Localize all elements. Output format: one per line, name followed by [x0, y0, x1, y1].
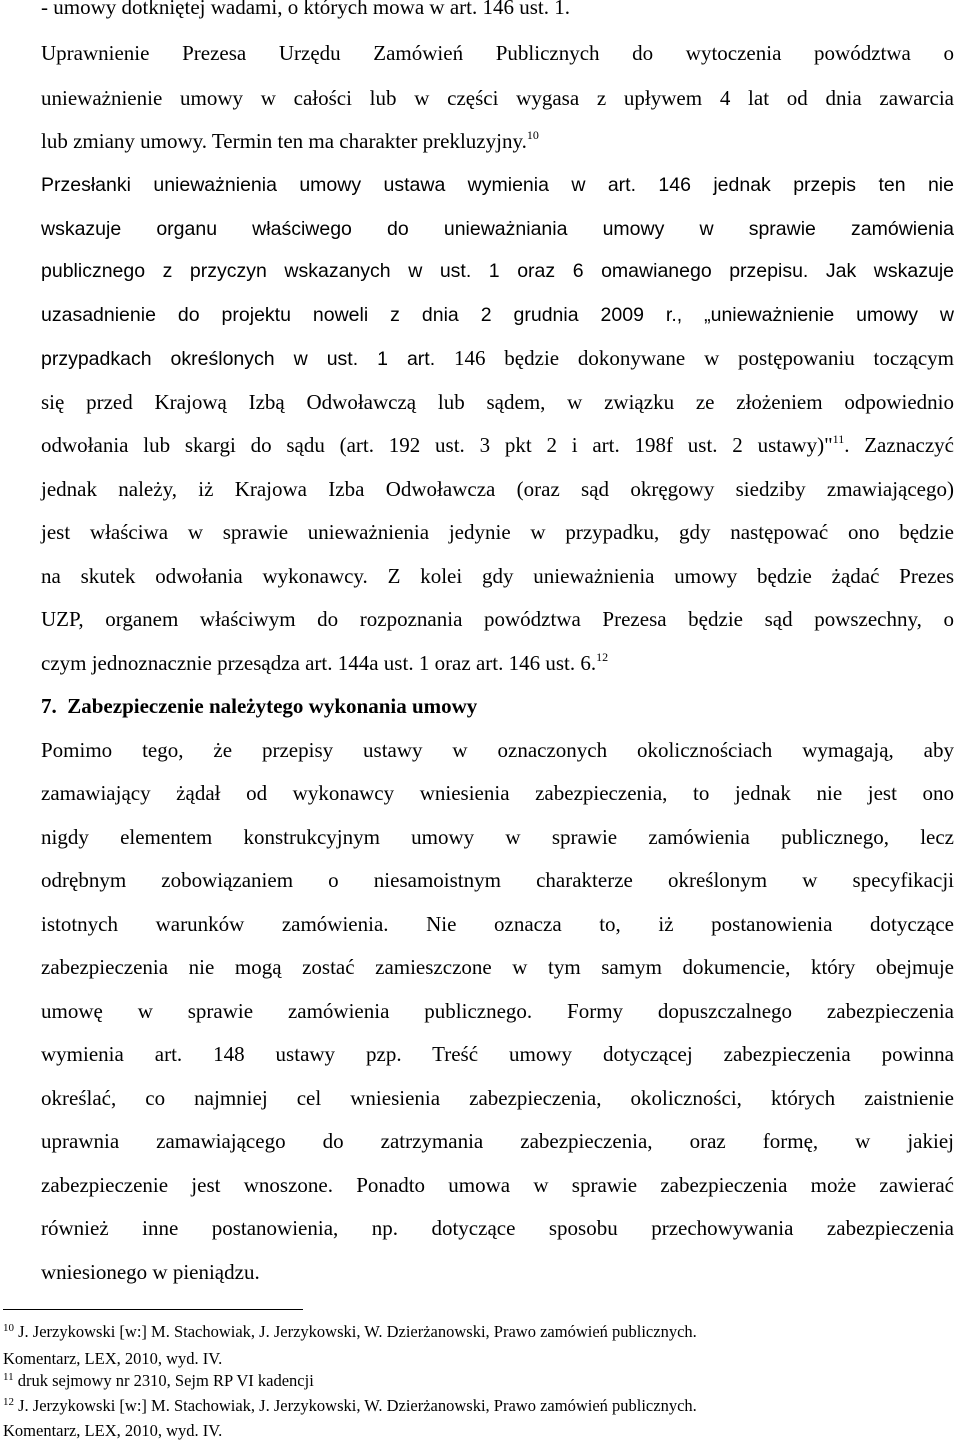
- footnote-12-cont: [3, 1421, 953, 1440]
- text-span: Pomimo tego, że przepisy ustawy w oznaczonych okolicznościach wymagają, aby: [41, 738, 954, 762]
- text-line: [41, 389, 954, 415]
- footnote-text: Komentarz, LEX, 2010, wyd. IV.: [3, 1421, 223, 1440]
- text-span: również inne postanowienia, np. dotyczące sposobu przechowywania zabezpieczenia: [41, 1216, 954, 1240]
- text-line: [41, 780, 954, 806]
- footnote-text: J. Jerzykowski [w:] M. Stachowiak, J. Jerzykowski, W. Dzierżanowski, Prawo zamówień publicznych.: [14, 1322, 697, 1341]
- section-heading: 7. Zabezpieczenie należytego wykonania umowy: [41, 694, 478, 718]
- footnote-reference[interactable]: 10: [526, 128, 539, 142]
- text-line: [41, 867, 954, 893]
- text-line: [41, 172, 954, 198]
- text-line: [41, 563, 954, 589]
- footnote-10-cont: [3, 1349, 953, 1368]
- text-span: nigdy elementem konstrukcyjnym umowy w sprawie zamówienia publicznego, lecz: [41, 825, 954, 849]
- footnote-number: 12: [3, 1396, 14, 1408]
- text-line: [41, 432, 954, 458]
- text-span: istotnych warunków zamówienia. Nie oznacza to, iż postanowienia dotyczące: [41, 912, 954, 936]
- footnote-text: druk sejmowy nr 2310, Sejm RP VI kadencji: [13, 1371, 314, 1390]
- footnote-number: 10: [3, 1322, 14, 1334]
- text-span: uzasadnienie do projektu noweli z dnia 2 grudnia 2009 r., „unieważnienie umowy w: [41, 304, 954, 326]
- text-line: [41, 519, 954, 545]
- text-line: [41, 1215, 954, 1241]
- text-span: się przed Krajową Izbą Odwoławczą lub sądem, w związku ze złożeniem odpowiednio: [41, 390, 954, 414]
- text-span: Przesłanki unieważnienia umowy ustawa wymienia w art. 146 jednak przepis ten nie: [41, 174, 954, 196]
- text-line: [41, 954, 954, 980]
- text-line: [41, 1041, 954, 1067]
- text-span: zabezpieczenia nie mogą zostać zamieszczone w tym samym dokumencie, który obejmuje: [41, 955, 954, 979]
- text-span: uprawnia zamawiającego do zatrzymania zabezpieczenia, oraz formę, w jakiej: [41, 1129, 954, 1153]
- footnote-10: [3, 1322, 953, 1341]
- text-line: [41, 1259, 954, 1285]
- footnote-text: J. Jerzykowski [w:] M. Stachowiak, J. Jerzykowski, W. Dzierżanowski, Prawo zamówień publicznych.: [14, 1396, 697, 1415]
- text-line: [41, 911, 954, 937]
- text-span: jest właściwa w sprawie unieważnienia jedynie w przypadku, gdy następować ono będzie: [41, 520, 954, 544]
- text-span: 146 będzie dokonywane w postępowaniu toczącym: [435, 346, 954, 370]
- footnote-11: [3, 1371, 953, 1390]
- text-span: przypadkach określonych w ust. 1 art.: [41, 348, 436, 370]
- text-span: Uprawnienie Prezesa Urzędu Zamówień Publicznych do wytoczenia powództwa o: [41, 41, 954, 65]
- text-line: [41, 258, 954, 284]
- text-span: . Zaznaczyć: [844, 433, 954, 457]
- text-line: [41, 85, 954, 111]
- text-line: [41, 824, 954, 850]
- text-span: odrębnym zobowiązaniem o niesamoistnym charakterze określonym w specyfikacji: [41, 868, 954, 892]
- text-line: [41, 998, 954, 1024]
- text-span: wskazuje organu właściwego do unieważniania umowy w sprawie zamówienia: [41, 218, 954, 240]
- text-span: wniesionego w pieniądzu.: [41, 1260, 260, 1284]
- text-line: [41, 216, 954, 242]
- text-line: [41, 650, 954, 676]
- text-span: wymienia art. 148 ustawy pzp. Treść umowy dotyczącej zabezpieczenia powinna: [41, 1042, 954, 1066]
- text-line: [41, 1085, 954, 1111]
- text-span: - umowy dotkniętej wadami, o których mowa w art. 146 ust. 1.: [41, 0, 570, 19]
- text-span: UZP, organem właściwym do rozpoznania powództwa Prezesa będzie sąd powszechny, o: [41, 607, 954, 631]
- text-line: [41, 606, 954, 632]
- text-span: zabezpieczenie jest wnoszone. Ponadto umowa w sprawie zabezpieczenia może zawierać: [41, 1173, 954, 1197]
- footnote-reference[interactable]: 11: [832, 432, 845, 446]
- text-line: [41, 0, 954, 20]
- text-line: [41, 1128, 954, 1154]
- text-span: na skutek odwołania wykonawcy. Z kolei gdy unieważnienia umowy będzie żądać Prezes: [41, 564, 954, 588]
- footnote-12: [3, 1396, 953, 1415]
- footnote-text: Komentarz, LEX, 2010, wyd. IV.: [3, 1349, 223, 1368]
- text-span: czym jednoznacznie przesądza art. 144a ust. 1 oraz art. 146 ust. 6.: [41, 651, 597, 675]
- text-line: [41, 737, 954, 763]
- text-span: określać, co najmniej cel wniesienia zabezpieczenia, okoliczności, których zaistnienie: [41, 1086, 954, 1110]
- text-span: umowę w sprawie zamówienia publicznego. Formy dopuszczalnego zabezpieczenia: [41, 999, 954, 1023]
- text-span: jednak należy, iż Krajowa Izba Odwoławcza (oraz sąd okręgowy siedziby zmawiającego): [41, 477, 954, 501]
- text-line: [41, 476, 954, 502]
- text-line: [41, 345, 954, 372]
- text-span: publicznego z przyczyn wskazanych w ust. 1 oraz 6 omawianego przepisu. Jak wskazuje: [41, 260, 954, 282]
- text-line: [41, 128, 954, 154]
- text-span: lub zmiany umowy. Termin ten ma charakter prekluzyjny.: [41, 129, 527, 153]
- text-line: [41, 1172, 954, 1198]
- text-line: [41, 302, 954, 328]
- footnote-separator: [3, 1309, 303, 1310]
- text-span: zamawiający żądał od wykonawcy wniesienia zabezpieczenia, to jednak nie jest ono: [41, 781, 954, 805]
- text-line: [41, 40, 954, 66]
- text-span: unieważnienie umowy w całości lub w części wygasa z upływem 4 lat od dnia zawarcia: [41, 86, 954, 110]
- footnote-reference[interactable]: 12: [596, 650, 609, 664]
- text-span: odwołania lub skargi do sądu (art. 192 ust. 3 pkt 2 i art. 198f ust. 2 ustawy)": [41, 433, 833, 457]
- footnote-number: 11: [3, 1371, 14, 1383]
